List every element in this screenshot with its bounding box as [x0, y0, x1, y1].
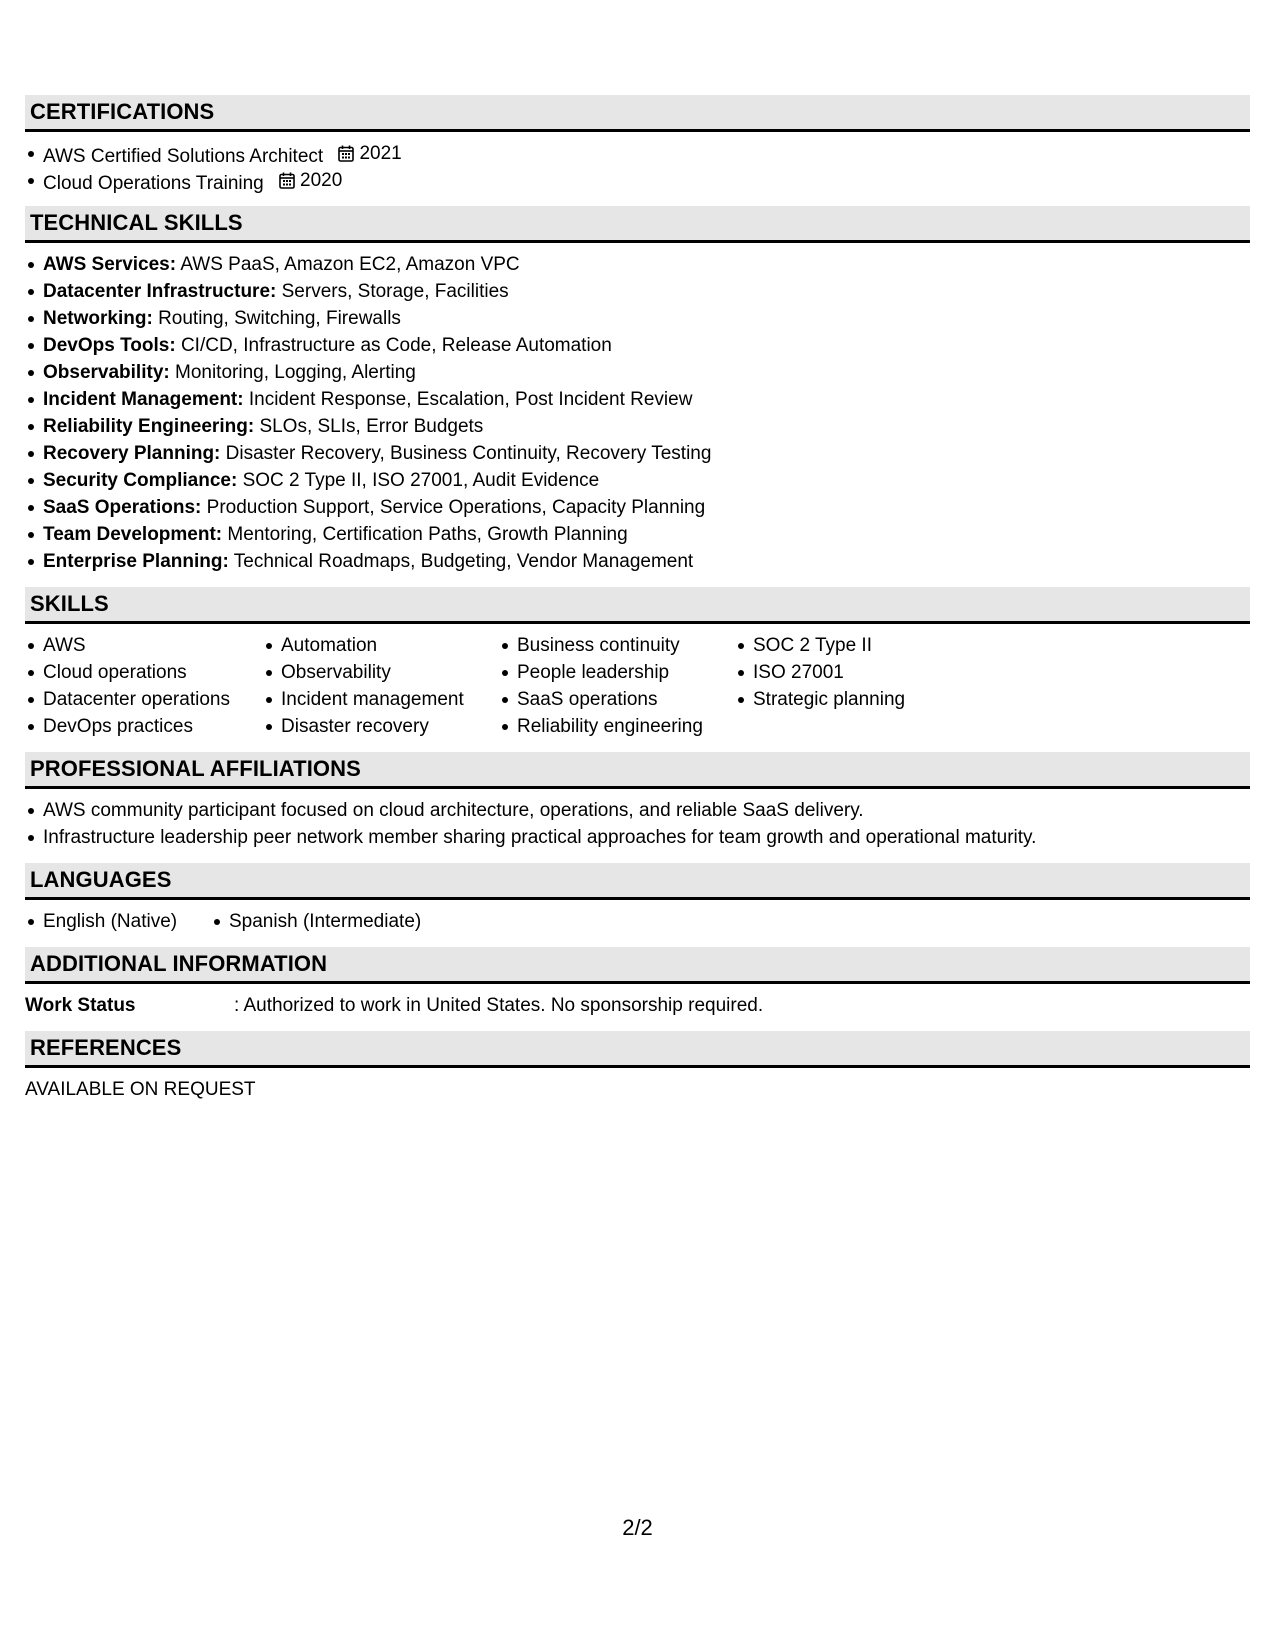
- affiliations-list: [25, 797, 1250, 851]
- skill-item: Cloud operations: [43, 659, 263, 686]
- skill-values: Incident Response, Escalation, Post Incident Review: [248, 389, 693, 410]
- references-text: AVAILABLE ON REQUEST: [25, 1079, 256, 1100]
- calendar-icon: [338, 145, 354, 162]
- languages-section: [25, 863, 1250, 935]
- certification-date: [279, 167, 342, 194]
- additional-info-heading: ADDITIONAL INFORMATION: [25, 947, 1250, 984]
- technical-skill-item: [43, 359, 1250, 386]
- languages-list: [211, 908, 421, 935]
- skill-item: People leadership: [517, 659, 735, 686]
- certification-name: Cloud Operations Training: [43, 173, 264, 194]
- language-item: Spanish (Intermediate): [229, 908, 421, 935]
- skill-category: AWS Services:: [43, 254, 177, 275]
- skill-values: Monitoring, Logging, Alerting: [175, 362, 416, 383]
- skill-values: CI/CD, Infrastructure as Code, Release Automation: [180, 335, 612, 356]
- skill-values: Routing, Switching, Firewalls: [158, 308, 401, 329]
- certification-item: [43, 167, 1250, 194]
- certifications-list: [25, 140, 1250, 194]
- skill-category: Incident Management:: [43, 389, 244, 410]
- affiliation-item: Infrastructure leadership peer network member sharing practical approaches for team growth and operational maturity.: [43, 824, 1250, 851]
- skill-item: Automation: [281, 632, 499, 659]
- skill-category: Datacenter Infrastructure:: [43, 281, 277, 302]
- skill-category: Team Development:: [43, 524, 223, 545]
- skill-item: Incident management: [281, 686, 499, 713]
- skill-item: Strategic planning: [753, 686, 973, 713]
- skills-column: [263, 632, 499, 740]
- work-status-value: : Authorized to work in United States. No sponsorship required.: [234, 995, 764, 1016]
- technical-skills-list: [25, 251, 1250, 575]
- skill-category: SaaS Operations:: [43, 497, 202, 518]
- skill-category: DevOps Tools:: [43, 335, 176, 356]
- work-status-label: Work Status: [25, 995, 136, 1016]
- technical-skill-item: [43, 386, 1250, 413]
- additional-info-section: [25, 947, 1250, 1019]
- page-number: 2/2: [622, 1515, 653, 1540]
- languages-heading: LANGUAGES: [25, 863, 1250, 900]
- skill-item: Datacenter operations: [43, 686, 263, 713]
- skill-category: Enterprise Planning:: [43, 551, 229, 572]
- technical-skill-item: [43, 278, 1250, 305]
- technical-skill-item: [43, 305, 1250, 332]
- language-item: English (Native): [43, 908, 211, 935]
- technical-skills-section: [25, 206, 1250, 575]
- skill-values: Production Support, Service Operations, Capacity Planning: [206, 497, 706, 518]
- technical-skill-item: [43, 548, 1250, 575]
- skills-column: [735, 632, 973, 740]
- skill-values: Technical Roadmaps, Budgeting, Vendor Management: [233, 551, 694, 572]
- skill-item: Disaster recovery: [281, 713, 499, 740]
- technical-skill-item: [43, 413, 1250, 440]
- technical-skill-item: [43, 332, 1250, 359]
- technical-skill-item: [43, 494, 1250, 521]
- certification-item: [43, 140, 1250, 167]
- affiliations-heading: PROFESSIONAL AFFILIATIONS: [25, 752, 1250, 789]
- skill-category: Networking:: [43, 308, 153, 329]
- calendar-icon: [279, 172, 295, 189]
- skill-item: Reliability engineering: [517, 713, 735, 740]
- skill-item: DevOps practices: [43, 713, 263, 740]
- languages-row: [25, 908, 1250, 935]
- skill-category: Reliability Engineering:: [43, 416, 255, 437]
- work-status-row: [25, 992, 1250, 1019]
- skills-grid: [25, 632, 1250, 740]
- skill-values: Servers, Storage, Facilities: [281, 281, 509, 302]
- skill-category: Observability:: [43, 362, 170, 383]
- skill-item: AWS: [43, 632, 263, 659]
- skill-category: Security Compliance:: [43, 470, 238, 491]
- skills-column: [25, 632, 263, 740]
- skill-item: SOC 2 Type II: [753, 632, 973, 659]
- technical-skill-item: [43, 521, 1250, 548]
- certifications-heading: CERTIFICATIONS: [25, 95, 1250, 132]
- certification-name: AWS Certified Solutions Architect: [43, 146, 324, 167]
- skill-item: Observability: [281, 659, 499, 686]
- affiliation-item: AWS community participant focused on cloud architecture, operations, and reliable SaaS delivery.: [43, 797, 1250, 824]
- skill-item: Business continuity: [517, 632, 735, 659]
- skill-item: SaaS operations: [517, 686, 735, 713]
- references-section: [25, 1031, 1250, 1103]
- technical-skill-item: [43, 467, 1250, 494]
- skill-values: Disaster Recovery, Business Continuity, Recovery Testing: [225, 443, 712, 464]
- skill-values: Mentoring, Certification Paths, Growth Planning: [227, 524, 628, 545]
- certification-date: [338, 140, 401, 167]
- references-heading: REFERENCES: [25, 1031, 1250, 1068]
- skills-section: [25, 587, 1250, 740]
- technical-skill-item: [43, 440, 1250, 467]
- technical-skill-item: [43, 251, 1250, 278]
- resume-page: [25, 95, 1250, 1115]
- skill-values: AWS PaaS, Amazon EC2, Amazon VPC: [180, 254, 520, 275]
- skill-item: ISO 27001: [753, 659, 973, 686]
- skills-heading: SKILLS: [25, 587, 1250, 624]
- affiliations-section: [25, 752, 1250, 851]
- skill-values: SLOs, SLIs, Error Budgets: [259, 416, 484, 437]
- certifications-section: [25, 95, 1250, 194]
- skills-column: [499, 632, 735, 740]
- certification-year: 2020: [300, 170, 343, 191]
- skill-values: SOC 2 Type II, ISO 27001, Audit Evidence: [242, 470, 600, 491]
- languages-list: [25, 908, 211, 935]
- technical-skills-heading: TECHNICAL SKILLS: [25, 206, 1250, 243]
- certification-year: 2021: [359, 143, 402, 164]
- skill-category: Recovery Planning:: [43, 443, 221, 464]
